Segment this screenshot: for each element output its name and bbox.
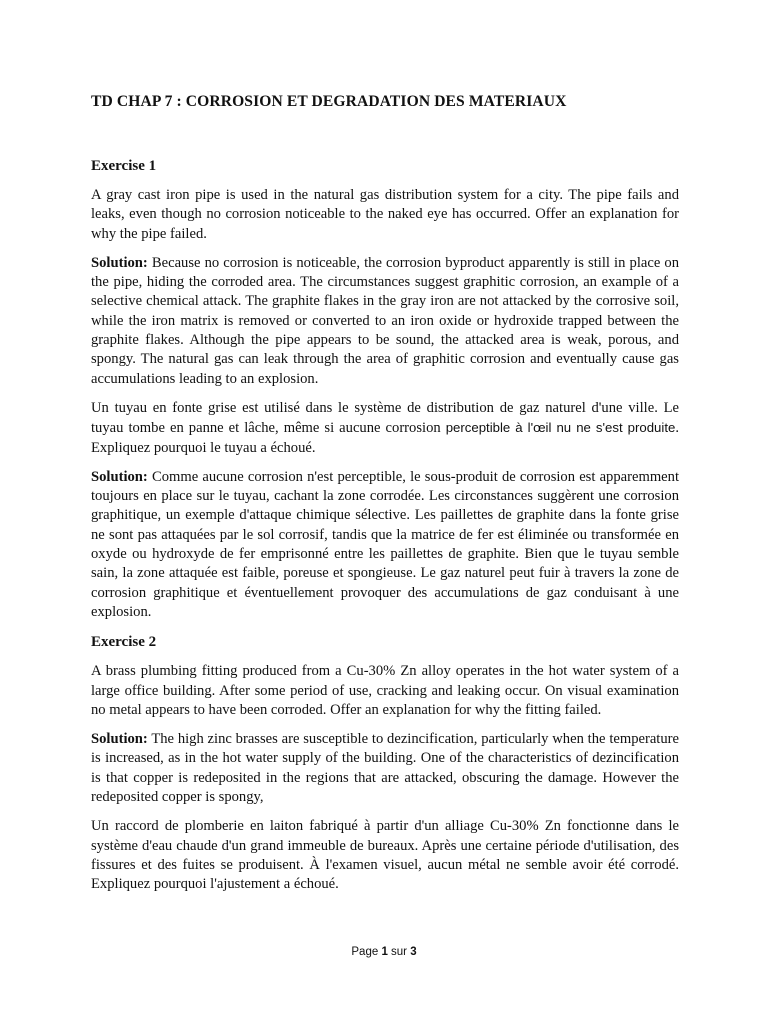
exercise-1-question-fr — [91, 399, 679, 458]
question-fr-part1: Un tuyau en fonte grise est utilisé dans le système de distribution de gaz naturel d'une ville. Le tuyau tombe en panne et lâche, même si aucune corrosion — [91, 399, 679, 437]
exercise-1-solution-fr — [91, 468, 679, 622]
solution-label: Solution: — [91, 731, 148, 748]
footer-page-word: Page — [351, 946, 382, 958]
document-title: TD CHAP 7 : CORROSION ET DEGRADATION DES MATERIAUX — [91, 93, 567, 110]
solution-label: Solution: — [91, 254, 148, 271]
solution-text: Because no corrosion is noticeable, the corrosion byproduct apparently is still in place on the pipe, hiding the corroded area. The circumstances suggest graphitic corrosion, an example of a selective chemical attack. The graphite flakes in the gray iron are not attacked by the corrosive soil, while the iron matrix is removed or converted to an iron oxide or hydroxide trapped between the graphite flakes. Although the pipe appears to be sound, the attacked area is weak, porous, and spongy. The natural gas can leak through the area of graphitic corrosion and eventually cause gas accumulations leading to an explosion. — [91, 254, 679, 387]
footer-of-word: sur — [387, 946, 411, 958]
exercise-2-question-en: A brass plumbing fitting produced from a Cu-30% Zn alloy operates in the hot water system of a large office building. After some period of use, cracking and leaking occur. On visual examination no metal appears to have been corroded. Offer an explanation for why the fitting failed. — [91, 663, 679, 718]
exercise-2-solution-en — [91, 730, 679, 807]
exercise-1-question-en: A gray cast iron pipe is used in the natural gas distribution system for a city. The pipe fails and leaks, even though no corrosion noticeable to the naked eye has occurred. Offer an explanation for why the pipe failed. — [91, 187, 679, 242]
footer-page-number: 1 — [381, 946, 388, 958]
question-fr-part3: . Expliquez pourquoi le tuyau a échoué. — [91, 420, 679, 456]
exercise-1-solution-en — [91, 254, 679, 389]
solution-text: The high zinc brasses are susceptible to dezincification, particularly when the temperature is increased, as in the hot water supply of the building. One of the characteristics of dezincification is that copper is redeposited in the regions that are attacked, obscuring the damage. However the redeposited copper is spongy, — [91, 731, 679, 806]
footer-total-pages: 3 — [410, 946, 417, 958]
solution-label: Solution: — [91, 468, 148, 485]
exercise-1-heading: Exercise 1 — [91, 158, 157, 174]
solution-text: Comme aucune corrosion n'est perceptible, le sous-produit de corrosion est apparemment toujours en place sur le tuyau, cachant la zone corrodée. Les circonstances suggèrent une corrosion graphitique, un exemple d'attaque chimique sélective. Les paillettes de graphite dans la fonte grise ne sont pas attaquées par le sol corrosif, tandis que la matrice de fer est éliminée ou transformée en oxyde ou hydroxyde de fer emprisonné entre les paillettes de graphite. Bien que le tuyau semble sain, la zone attaquée est faible, poreuse et spongieuse. Le gaz naturel peut fuir à travers la zone de corrosion graphitique et éventuellement provoquer des accumulations de gaz conduisant à une explosion. — [91, 468, 679, 620]
exercise-2-heading: Exercise 2 — [91, 634, 157, 651]
exercise-2-question-fr: Un raccord de plomberie en laiton fabriqué à partir d'un alliage Cu-30% Zn fonctionne dans le système d'eau chaude d'un grand immeuble de bureaux. Après une certaine période d'utilisation, des fissures et des fuites se produisent. À l'examen visuel, aucun métal ne semble avoir été corrodé. Expliquez pourquoi l'ajustement a échoué. — [91, 818, 679, 893]
document-body — [91, 92, 679, 905]
page-footer — [0, 945, 768, 959]
question-fr-part2: perceptible à l'œil nu ne s'est produite — [445, 420, 676, 436]
